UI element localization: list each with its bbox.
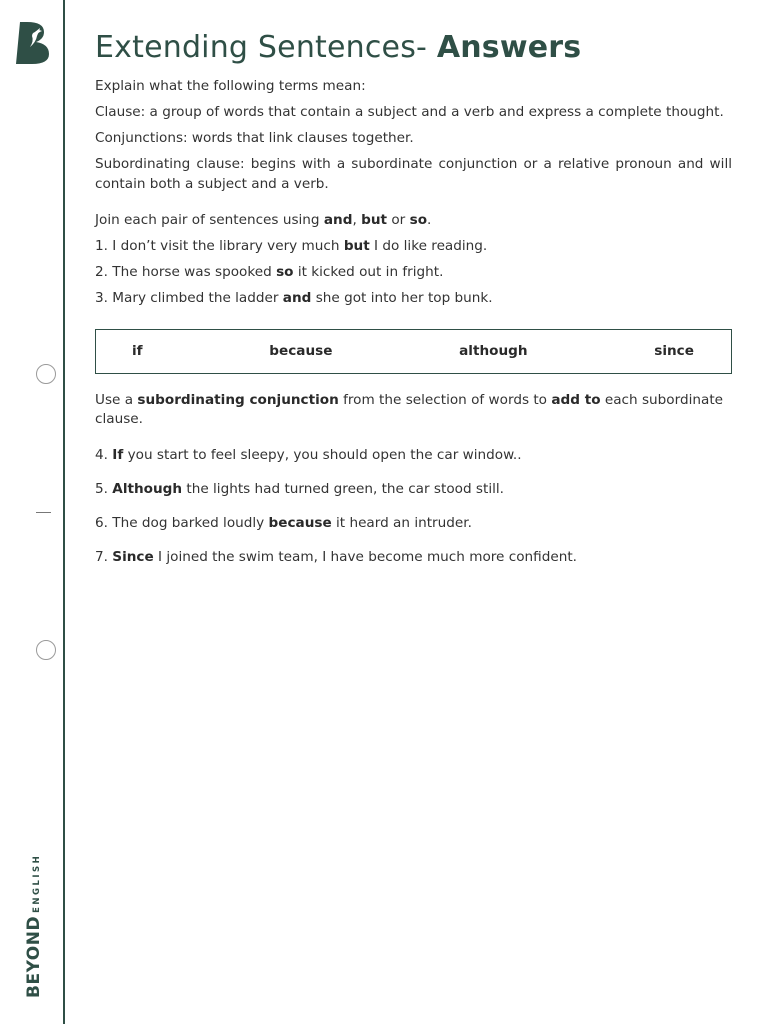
definition-clause: Clause: a group of words that contain a subject and a verb and express a complete thought. bbox=[95, 104, 724, 120]
definition-conjunctions: Conjunctions: words that link clauses together. bbox=[95, 130, 414, 146]
margin-rule bbox=[63, 0, 65, 1024]
join-intro: Join each pair of sentences using and, but or so. bbox=[95, 212, 432, 228]
list-item: 7. Since I joined the swim team, I have become much more confident. bbox=[95, 548, 577, 565]
word-bank-item: although bbox=[459, 343, 528, 359]
center-mark bbox=[36, 512, 51, 513]
brand-main: BEYOND bbox=[24, 915, 44, 998]
punch-hole bbox=[36, 364, 56, 384]
list-item: 5. Although the lights had turned green, the car stood still. bbox=[95, 480, 504, 497]
page-title bbox=[95, 30, 732, 65]
list-item: 3. Mary climbed the ladder and she got into her top bunk. bbox=[95, 290, 493, 306]
list-item: 1. I don’t visit the library very much but I do like reading. bbox=[95, 238, 488, 254]
punch-hole bbox=[36, 640, 56, 660]
word-bank-item: since bbox=[654, 343, 694, 359]
brand-sub: ENGLISH bbox=[32, 853, 42, 913]
definition-subordinating: Subordinating clause: begins with a subordinate conjunction or a relative pronoun and will contain both a subject and a verb. bbox=[95, 156, 732, 192]
beyond-b-logo-icon bbox=[14, 20, 52, 66]
subordinate-instructions: Use a subordinating conjunction from the selection of words to add to each subordinate clause. bbox=[95, 391, 724, 427]
list-item: 6. The dog barked loudly because it heard an intruder. bbox=[95, 514, 472, 531]
list-item: 4. If you start to feel sleepy, you should open the car window.. bbox=[95, 446, 522, 463]
worksheet-content bbox=[95, 30, 732, 567]
brand-wordmark bbox=[24, 854, 44, 998]
list-item: 2. The horse was spooked so it kicked out in fright. bbox=[95, 264, 444, 280]
word-bank bbox=[95, 329, 732, 374]
word-bank-item: because bbox=[269, 343, 333, 359]
word-bank-item: if bbox=[132, 343, 143, 359]
title-emphasis: Answers bbox=[436, 30, 582, 65]
title-main: Extending Sentences- bbox=[95, 30, 437, 65]
definitions-intro: Explain what the following terms mean: bbox=[95, 78, 366, 94]
